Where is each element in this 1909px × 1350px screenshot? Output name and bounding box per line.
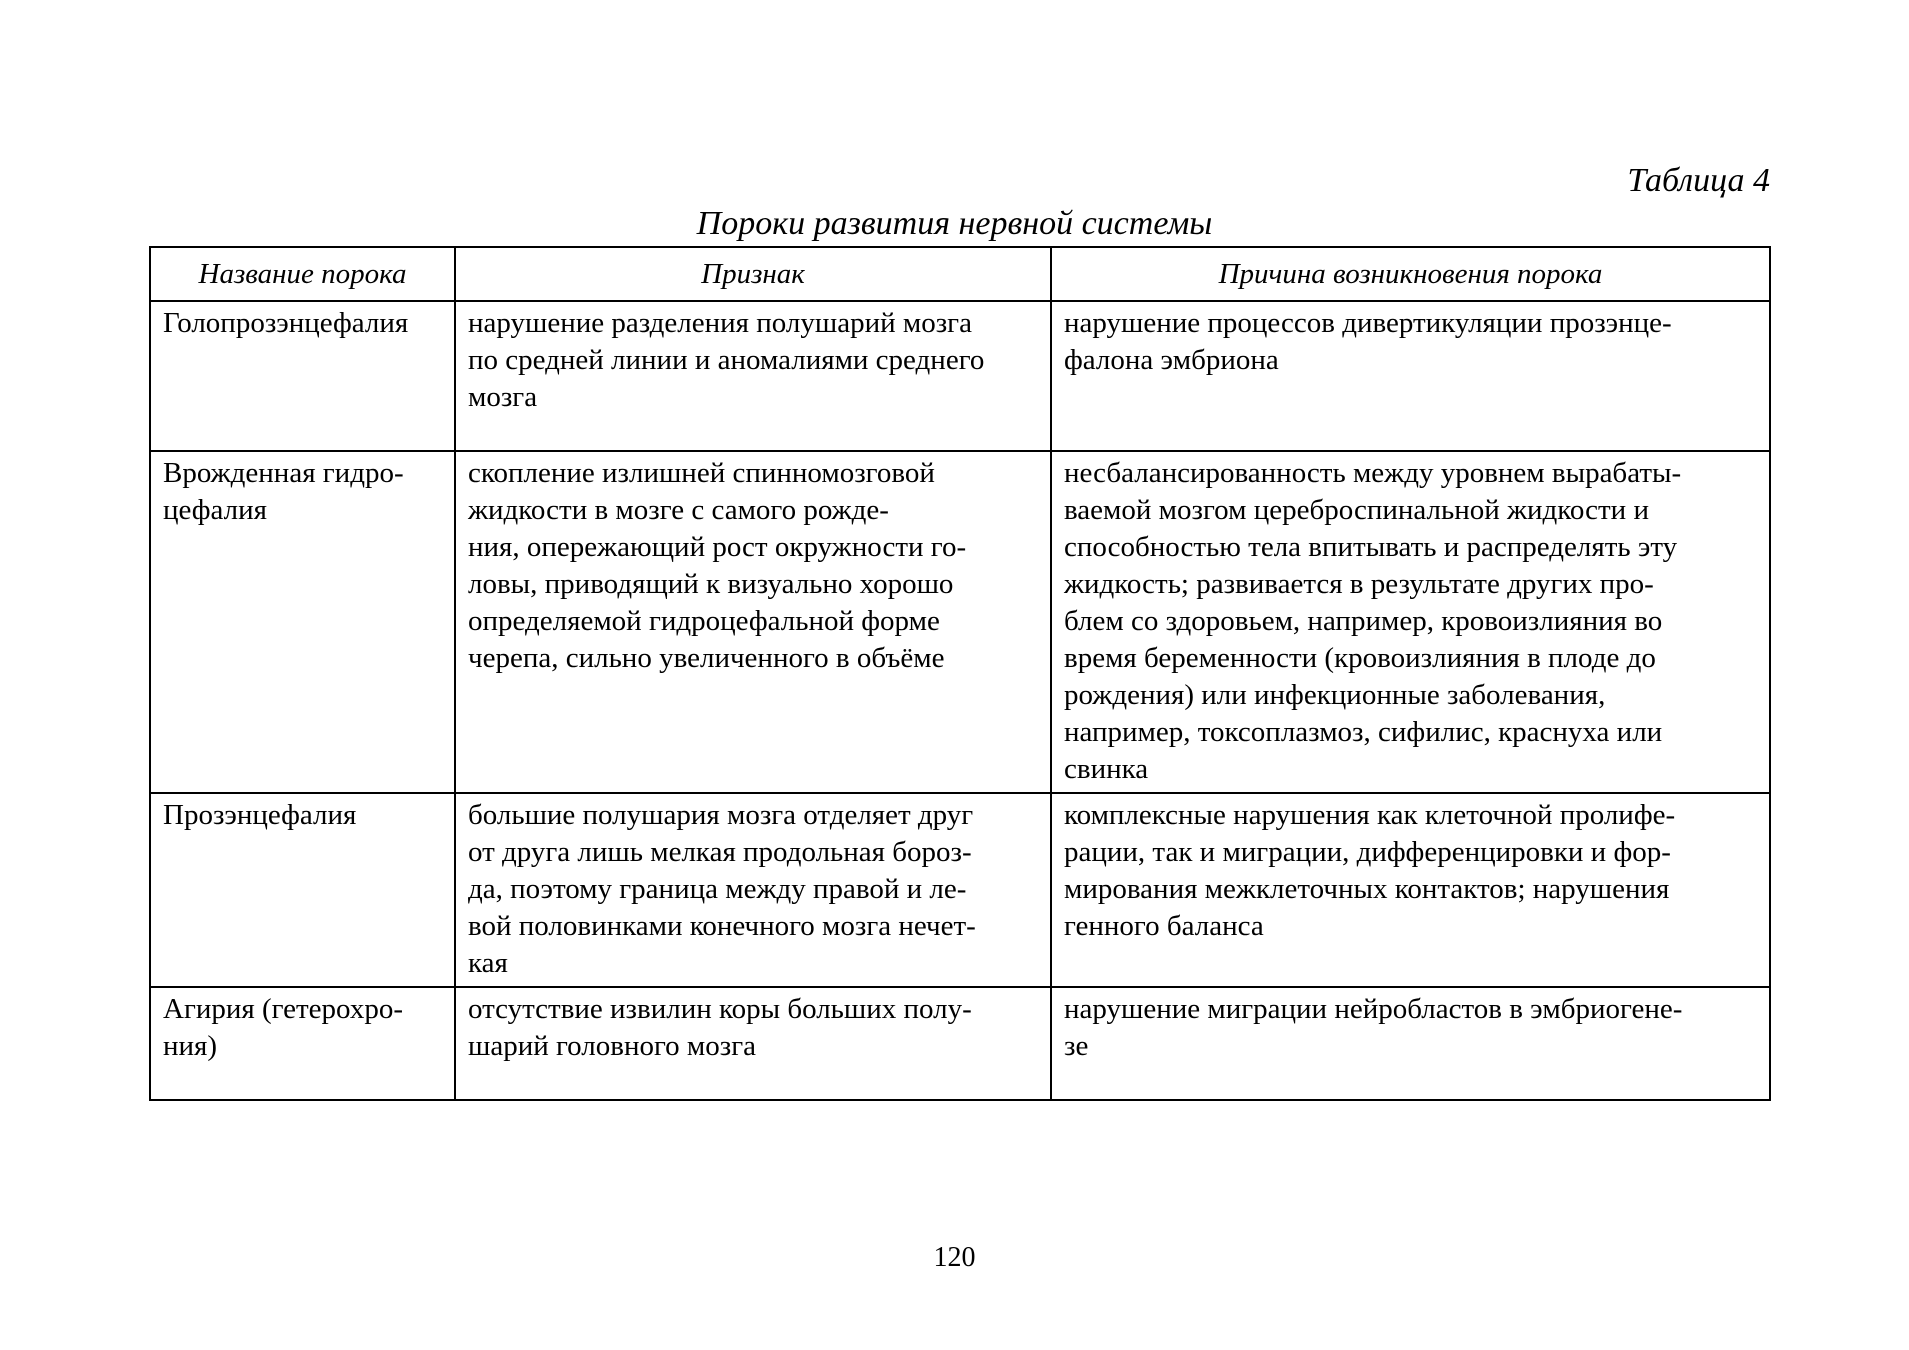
- cell-cause: нарушение процессов дивертикуляции прозэнце- фалона эмбриона: [1051, 301, 1770, 451]
- cell-cause: несбалансированность между уровнем вырабаты- ваемой мозгом цереброспинальной жидкости и способностью тела впитывать и распределять эту жидкость; развивается в результате других про- блем со здоровьем, например, кровоизлияния во время беременности (кровоизлияния в плоде до рождения) или инфекционные заболевания, например, токсоплазмоз, сифилис, краснуха или свинка: [1051, 451, 1770, 793]
- cell-cause: комплексные нарушения как клеточной пролифе- рации, так и миграции, дифференцировки и фор- мирования межклеточных контактов; нарушения генного баланса: [1051, 793, 1770, 987]
- defects-table: [149, 246, 1771, 1101]
- table-row: [150, 301, 1770, 451]
- cell-sign: отсутствие извилин коры больших полу- шарий головного мозга: [455, 987, 1051, 1100]
- cell-sign: нарушение разделения полушарий мозга по средней линии и аномалиями среднего мозга: [455, 301, 1051, 451]
- cell-sign: большие полушария мозга отделяет друг от друга лишь мелкая продольная бороз- да, поэтому граница между правой и ле- вой половинками конечного мозга нечет- кая: [455, 793, 1051, 987]
- header-sign: Признак: [455, 247, 1051, 301]
- header-cause: Причина возникновения порока: [1051, 247, 1770, 301]
- table-row: [150, 451, 1770, 793]
- page-number: 120: [933, 1242, 976, 1273]
- header-defect-name: Название порока: [150, 247, 455, 301]
- cell-defect-name: Агирия (гетерохро- ния): [150, 987, 455, 1100]
- table-title: Пороки развития нервной системы: [696, 205, 1213, 242]
- table-row: [150, 793, 1770, 987]
- cell-sign: скопление излишней спинномозговой жидкости в мозге с самого рожде- ния, опережающий рост окружности го- ловы, приводящий к визуально хорошо определяемой гидроцефальной форме черепа, сильно увеличенного в объёме: [455, 451, 1051, 793]
- cell-defect-name: Врожденная гидро- цефалия: [150, 451, 455, 793]
- cell-cause: нарушение миграции нейробластов в эмбриогене- зе: [1051, 987, 1770, 1100]
- cell-defect-name: Прозэнцефалия: [150, 793, 455, 987]
- cell-defect-name: Голопрозэнцефалия: [150, 301, 455, 451]
- table-header-row: [150, 247, 1770, 301]
- table-number: Таблица 4: [1627, 162, 1770, 199]
- table-row: [150, 987, 1770, 1100]
